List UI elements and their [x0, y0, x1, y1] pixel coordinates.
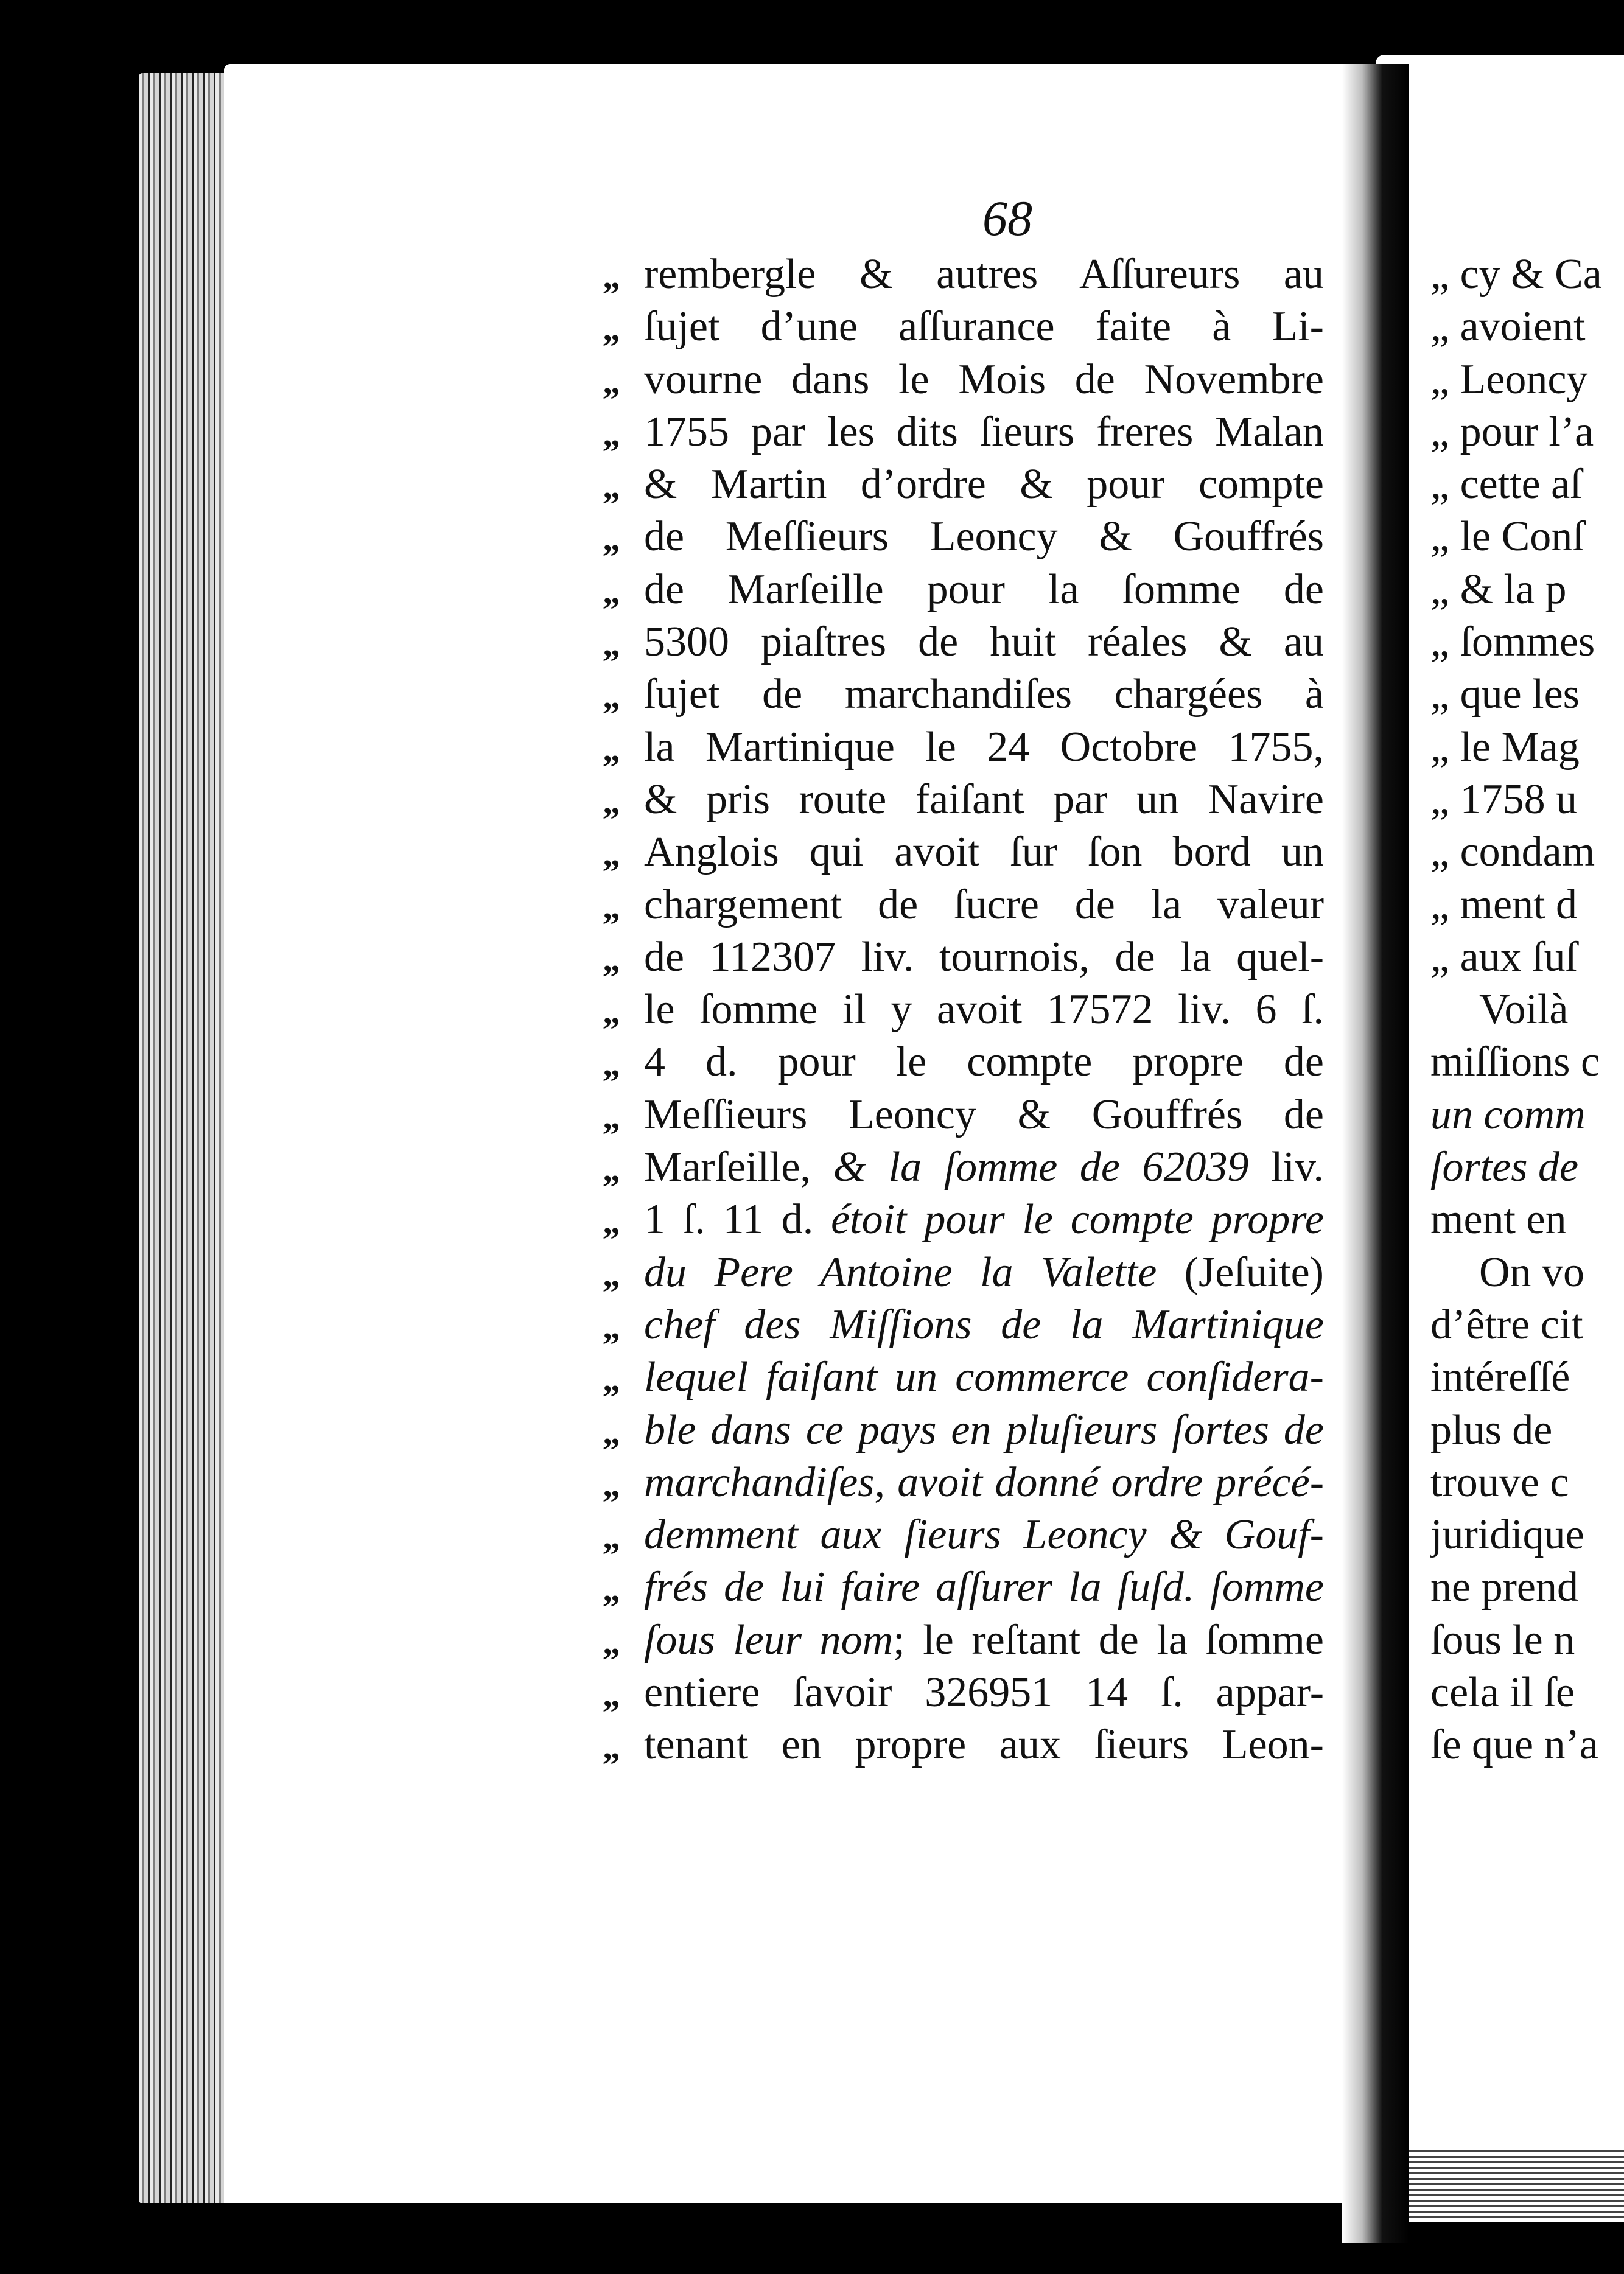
quote-mark: „ — [603, 1622, 620, 1662]
book-gutter — [1342, 64, 1409, 2243]
quote-mark: „ — [603, 413, 620, 453]
right-text-line: On vo — [1479, 1248, 1585, 1296]
quote-mark: „ — [603, 1096, 620, 1136]
right-page-text — [1430, 248, 1624, 1772]
right-text-line: plus de — [1430, 1406, 1553, 1454]
quote-mark: „ — [603, 886, 620, 926]
line-text — [644, 1667, 1324, 1719]
roman-segment: 4 d. pour le compte propre de — [644, 1038, 1324, 1086]
text-line — [603, 1299, 1324, 1351]
roman-segment: liv. — [1248, 1144, 1324, 1191]
line-text — [644, 406, 1324, 458]
line-text — [644, 1247, 1324, 1299]
line-text — [644, 1299, 1324, 1351]
roman-segment: de Meſſieurs Leoncy & Gouffrés — [644, 513, 1324, 561]
roman-segment: & pris route faiſant par un Navire — [644, 775, 1324, 823]
roman-segment: de 112307 liv. tournois, de la quel- — [644, 933, 1324, 981]
quote-mark: „ — [603, 676, 620, 716]
line-text — [644, 879, 1324, 931]
text-line — [603, 458, 1324, 511]
roman-segment: ſujet d’une aſſurance faite à Li- — [644, 303, 1324, 351]
right-text-line: ſortes de — [1430, 1144, 1579, 1191]
text-line — [603, 1194, 1324, 1246]
text-line — [603, 511, 1324, 563]
line-text — [644, 931, 1324, 984]
roman-segment: chargement de ſucre de la valeur — [644, 881, 1324, 928]
text-line — [603, 826, 1324, 878]
text-line — [603, 1141, 1324, 1194]
right-text-line: cela il ſe — [1430, 1669, 1575, 1716]
page-number: 68 — [982, 191, 1032, 246]
right-text-line: „ aux ſuſ — [1430, 933, 1578, 981]
text-line — [603, 406, 1324, 458]
quote-mark: „ — [603, 1727, 620, 1767]
quote-mark: „ — [603, 466, 620, 506]
text-line — [603, 1509, 1324, 1561]
quote-mark: „ — [603, 834, 620, 874]
right-text-line: ment en — [1430, 1196, 1567, 1244]
quote-mark: „ — [603, 1412, 620, 1452]
roman-segment: (Jeſuite) — [1157, 1248, 1324, 1296]
roman-segment: & Martin d’ordre & pour compte — [644, 461, 1324, 508]
italic-segment: lequel faiſant un commerce conſidera- — [644, 1354, 1324, 1401]
line-text — [644, 1036, 1324, 1088]
right-text-line: „ que les — [1430, 671, 1580, 718]
quote-mark: „ — [603, 1517, 620, 1557]
text-line — [603, 879, 1324, 931]
line-text — [644, 1561, 1324, 1614]
line-text — [644, 1351, 1324, 1404]
italic-segment: ſous leur nom — [644, 1616, 894, 1664]
line-text — [644, 984, 1324, 1036]
text-line — [603, 721, 1324, 774]
text-line — [603, 668, 1324, 721]
quote-mark: „ — [603, 729, 620, 769]
line-text — [644, 511, 1324, 563]
right-text-line: miſſions c — [1430, 1038, 1600, 1086]
roman-segment: ſujet de marchandiſes chargées à — [644, 671, 1324, 718]
right-text-line: Voilà — [1479, 986, 1569, 1034]
line-text — [644, 826, 1324, 878]
line-text — [644, 1141, 1324, 1194]
italic-segment: ble dans ce pays en pluſieurs ſortes de — [644, 1406, 1324, 1454]
text-line — [603, 1404, 1324, 1457]
roman-segment: de Marſeille pour la ſomme de — [644, 565, 1324, 613]
quote-mark: „ — [603, 1202, 620, 1242]
roman-segment: la Martinique le 24 Octobre 1755, — [644, 723, 1324, 771]
right-text-line: intéreſſé — [1430, 1354, 1570, 1401]
roman-segment: Meſſieurs Leoncy & Gouffrés de — [644, 1091, 1324, 1138]
line-text — [644, 668, 1324, 721]
text-line — [603, 616, 1324, 668]
roman-segment: 5300 piaſtres de huit réales & au — [644, 618, 1324, 666]
line-text — [644, 1194, 1324, 1246]
italic-segment: frés de lui faire aſſurer la ſuſd. ſomme — [644, 1564, 1324, 1611]
quote-mark: „ — [603, 571, 620, 611]
roman-segment: le ſomme il y avoit 17572 liv. 6 ſ. — [644, 986, 1324, 1034]
quote-mark: „ — [603, 1359, 620, 1399]
right-text-line: ſe que n’a — [1430, 1721, 1598, 1769]
right-text-line: „ & la p — [1430, 565, 1567, 613]
text-line — [603, 354, 1324, 406]
book-edge — [139, 73, 230, 2203]
right-text-line: ſous le n — [1430, 1616, 1575, 1664]
text-line — [603, 931, 1324, 984]
line-text — [644, 301, 1324, 353]
roman-segment: Marſeille, — [644, 1144, 833, 1191]
right-text-line: „ Leoncy — [1430, 355, 1588, 403]
line-text — [644, 354, 1324, 406]
quote-mark: „ — [603, 361, 620, 401]
quote-mark: „ — [603, 1464, 620, 1504]
italic-segment: demment aux ſieurs Leoncy & Gouf- — [644, 1511, 1324, 1559]
quote-mark: „ — [603, 1306, 620, 1346]
line-text — [644, 616, 1324, 668]
line-text — [644, 564, 1324, 616]
quote-mark: „ — [603, 1569, 620, 1609]
quote-mark: „ — [603, 939, 620, 979]
line-text — [644, 774, 1324, 826]
quote-mark: „ — [603, 309, 620, 349]
line-text — [644, 1404, 1324, 1457]
text-line — [603, 248, 1324, 301]
quote-mark: „ — [603, 519, 620, 559]
quote-mark: „ — [603, 781, 620, 821]
right-text-line: un comm — [1430, 1091, 1586, 1138]
italic-segment: du Pere Antoine la Valette — [644, 1248, 1157, 1296]
line-text — [644, 721, 1324, 774]
right-text-line: „ ment d — [1430, 881, 1578, 928]
text-line — [603, 1561, 1324, 1614]
text-line — [603, 1457, 1324, 1509]
right-text-line: „ le Conſ — [1430, 513, 1584, 561]
right-page-edge — [1377, 2149, 1624, 2222]
line-text — [644, 1719, 1324, 1771]
right-text-line: „ le Mag — [1430, 723, 1580, 771]
italic-segment: chef des Miſſions de la Martinique — [644, 1301, 1324, 1348]
text-line — [603, 1614, 1324, 1667]
line-text — [644, 1089, 1324, 1141]
roman-segment: entiere ſavoir 326951 14 ſ. appar- — [644, 1669, 1324, 1716]
line-text — [644, 1509, 1324, 1561]
right-text-line: „ avoient — [1430, 303, 1586, 351]
quote-mark: „ — [603, 992, 620, 1032]
quote-mark: „ — [603, 1674, 620, 1715]
text-line — [603, 1089, 1324, 1141]
text-line — [603, 1351, 1324, 1404]
right-text-line: „ cette aſ — [1430, 461, 1582, 508]
roman-segment: ; le reſtant de la ſomme — [893, 1616, 1325, 1664]
quote-mark: „ — [603, 1149, 620, 1189]
quote-mark: „ — [603, 256, 620, 296]
right-text-line: „ pour l’a — [1430, 408, 1594, 455]
text-line — [603, 1247, 1324, 1299]
left-page-text — [603, 248, 1324, 1772]
right-text-line: juridique — [1430, 1511, 1584, 1559]
roman-segment: Anglois qui avoit ſur ſon bord un — [644, 828, 1324, 876]
italic-segment: & la ſomme de 62039 — [833, 1144, 1249, 1191]
italic-segment: marchandiſes, avoit donné ordre précé- — [644, 1458, 1324, 1506]
italic-segment: étoit pour le compte propre — [831, 1196, 1324, 1244]
line-text — [644, 1614, 1324, 1667]
right-text-line: „ cy & Ca — [1430, 251, 1602, 298]
roman-segment: vourne dans le Mois de Novembre — [644, 355, 1324, 403]
right-text-line: „ condam — [1430, 828, 1595, 876]
text-line — [603, 774, 1324, 826]
right-text-line: trouve c — [1430, 1458, 1569, 1506]
text-line — [603, 1036, 1324, 1088]
text-line — [603, 301, 1324, 353]
line-text — [644, 1457, 1324, 1509]
text-line — [603, 1719, 1324, 1771]
roman-segment: rembergle & autres Aſſureurs au — [644, 251, 1324, 298]
text-line — [603, 564, 1324, 616]
text-line — [603, 1667, 1324, 1719]
right-text-line: d’être cit — [1430, 1301, 1583, 1348]
roman-segment: tenant en propre aux ſieurs Leon- — [644, 1721, 1324, 1769]
quote-mark: „ — [603, 624, 620, 664]
right-text-line: ne prend — [1430, 1564, 1578, 1611]
right-text-line: „ 1758 u — [1430, 775, 1578, 823]
quote-mark: „ — [603, 1254, 620, 1294]
roman-segment: 1 ſ. 11 d. — [644, 1196, 831, 1244]
text-line — [603, 984, 1324, 1036]
right-text-line: „ ſommes — [1430, 618, 1595, 666]
quote-mark: „ — [603, 1044, 620, 1084]
line-text — [644, 248, 1324, 301]
roman-segment: 1755 par les dits ſieurs freres Malan — [644, 408, 1324, 455]
line-text — [644, 458, 1324, 511]
